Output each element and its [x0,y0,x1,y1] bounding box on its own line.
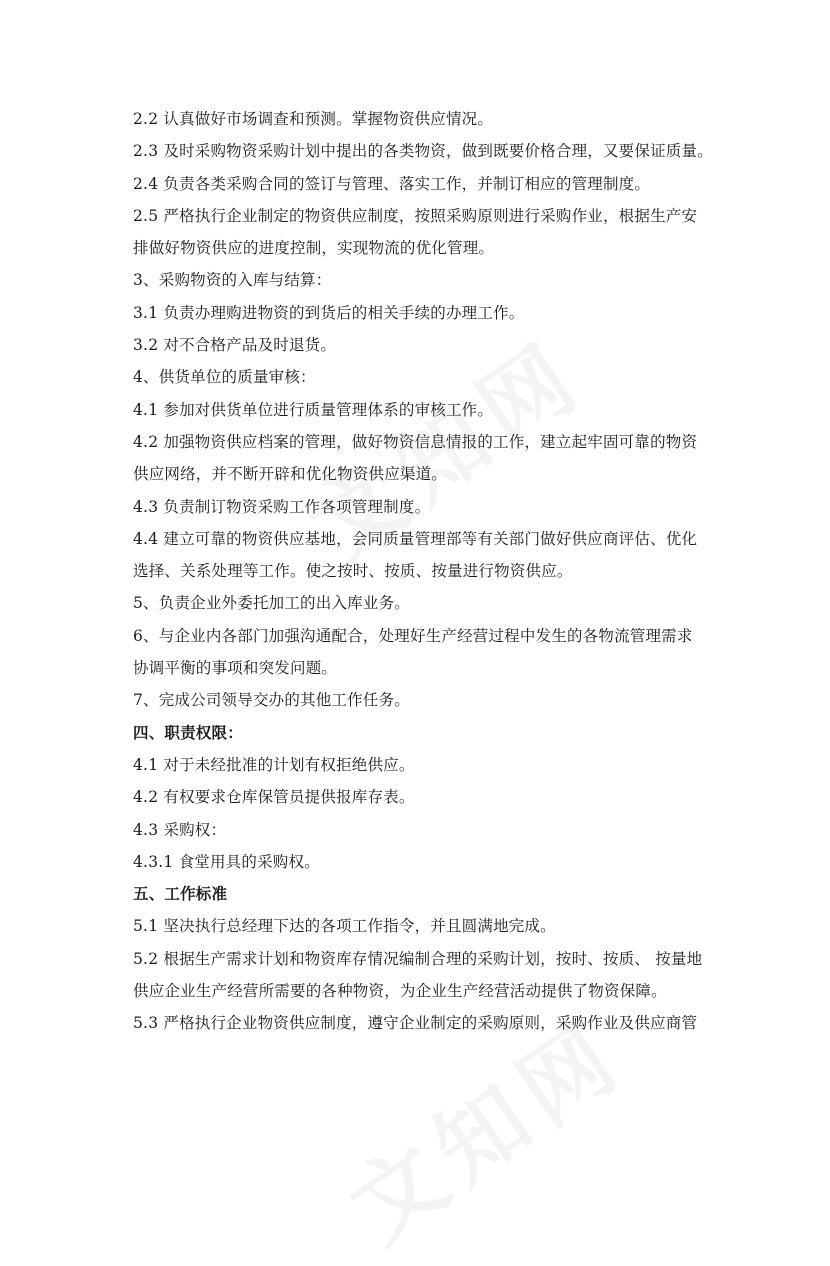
text-line: 4、供货单位的质量审核： [133,368,316,387]
text-line: 协调平衡的事项和突发问题。 [133,659,338,678]
text-line: 3.2 对不合格产品及时退货。 [133,336,337,355]
text-line: 3、采购物资的入库与结算： [133,271,332,290]
text-line: 4.2 加强物资供应档案的管理，做好物资信息情报的工作，建立起牢固可靠的物资 [133,432,698,451]
text-line: 2.2 认真做好市场调查和预测。掌握物资供应情况。 [133,110,494,128]
text-line: 4.4 建立可靠的物资供应基地，会同质量管理部等有关部门做好供应商评估、优化 [133,529,698,548]
document-body [133,103,733,1040]
text-line: 供应企业生产经营所需要的各种物资，为企业生产经营活动提供了物资保障。 [133,982,667,1001]
text-line: 排做好物资供应的进度控制，实现物流的优化管理。 [133,239,495,258]
text-line: 6、与企业内各部门加强沟通配合，处理好生产经营过程中发生的各物流管理需求 [133,626,693,645]
text-line: 4.3 采购权： [133,820,227,839]
text-line: 5、负责企业外委托加工的出入库业务。 [133,594,410,613]
text-line: 4.1 参加对供货单位进行质量管理体系的审核工作。 [133,400,494,419]
text-line: 3.1 负责办理购进物资的到货后的相关手续的办理工作。 [133,303,525,322]
text-line: 供应网络，并不断开辟和优化物资供应渠道。 [133,465,448,484]
text-line: 2.3 及时采购物资采购计划中提出的各类物资，做到既要价格合理，又要保证质量。 [133,142,713,161]
text-line: 5.2 根据生产需求计划和物资库存情况编制合理的采购计划，按时、按质、 按量地 [133,949,703,968]
text-line: 2.4 负责各类采购合同的签订与管理、落实工作，并制订相应的管理制度。 [133,174,651,193]
text-line: 2.5 严格执行企业制定的物资供应制度，按照采购原则进行采购作业，根据生产安 [133,206,698,225]
text-line: 5.3 严格执行企业物资供应制度，遵守企业制定的采购原则，采购作业及供应商管 [133,1014,698,1033]
text-line: 4.1 对于未经批准的计划有权拒绝供应。 [133,755,415,774]
text-line: 4.3.1 食堂用具的采购权。 [133,852,320,871]
text-line: 4.3 负责制订物资采购工作各项管理制度。 [133,497,431,516]
text-line: 5.1 坚决执行总经理下达的各项工作指令，并且圆满地完成。 [133,917,556,936]
section-heading: 五、工作标准 [133,885,228,904]
text-line: 选择、关系处理等工作。使之按时、按质、按量进行物资供应。 [133,562,573,581]
text-line: 7、完成公司领导交办的其他工作任务。 [133,691,410,710]
text-line: 4.2 有权要求仓库保管员提供报库存表。 [133,788,415,807]
section-heading: 四、职责权限： [133,723,243,742]
